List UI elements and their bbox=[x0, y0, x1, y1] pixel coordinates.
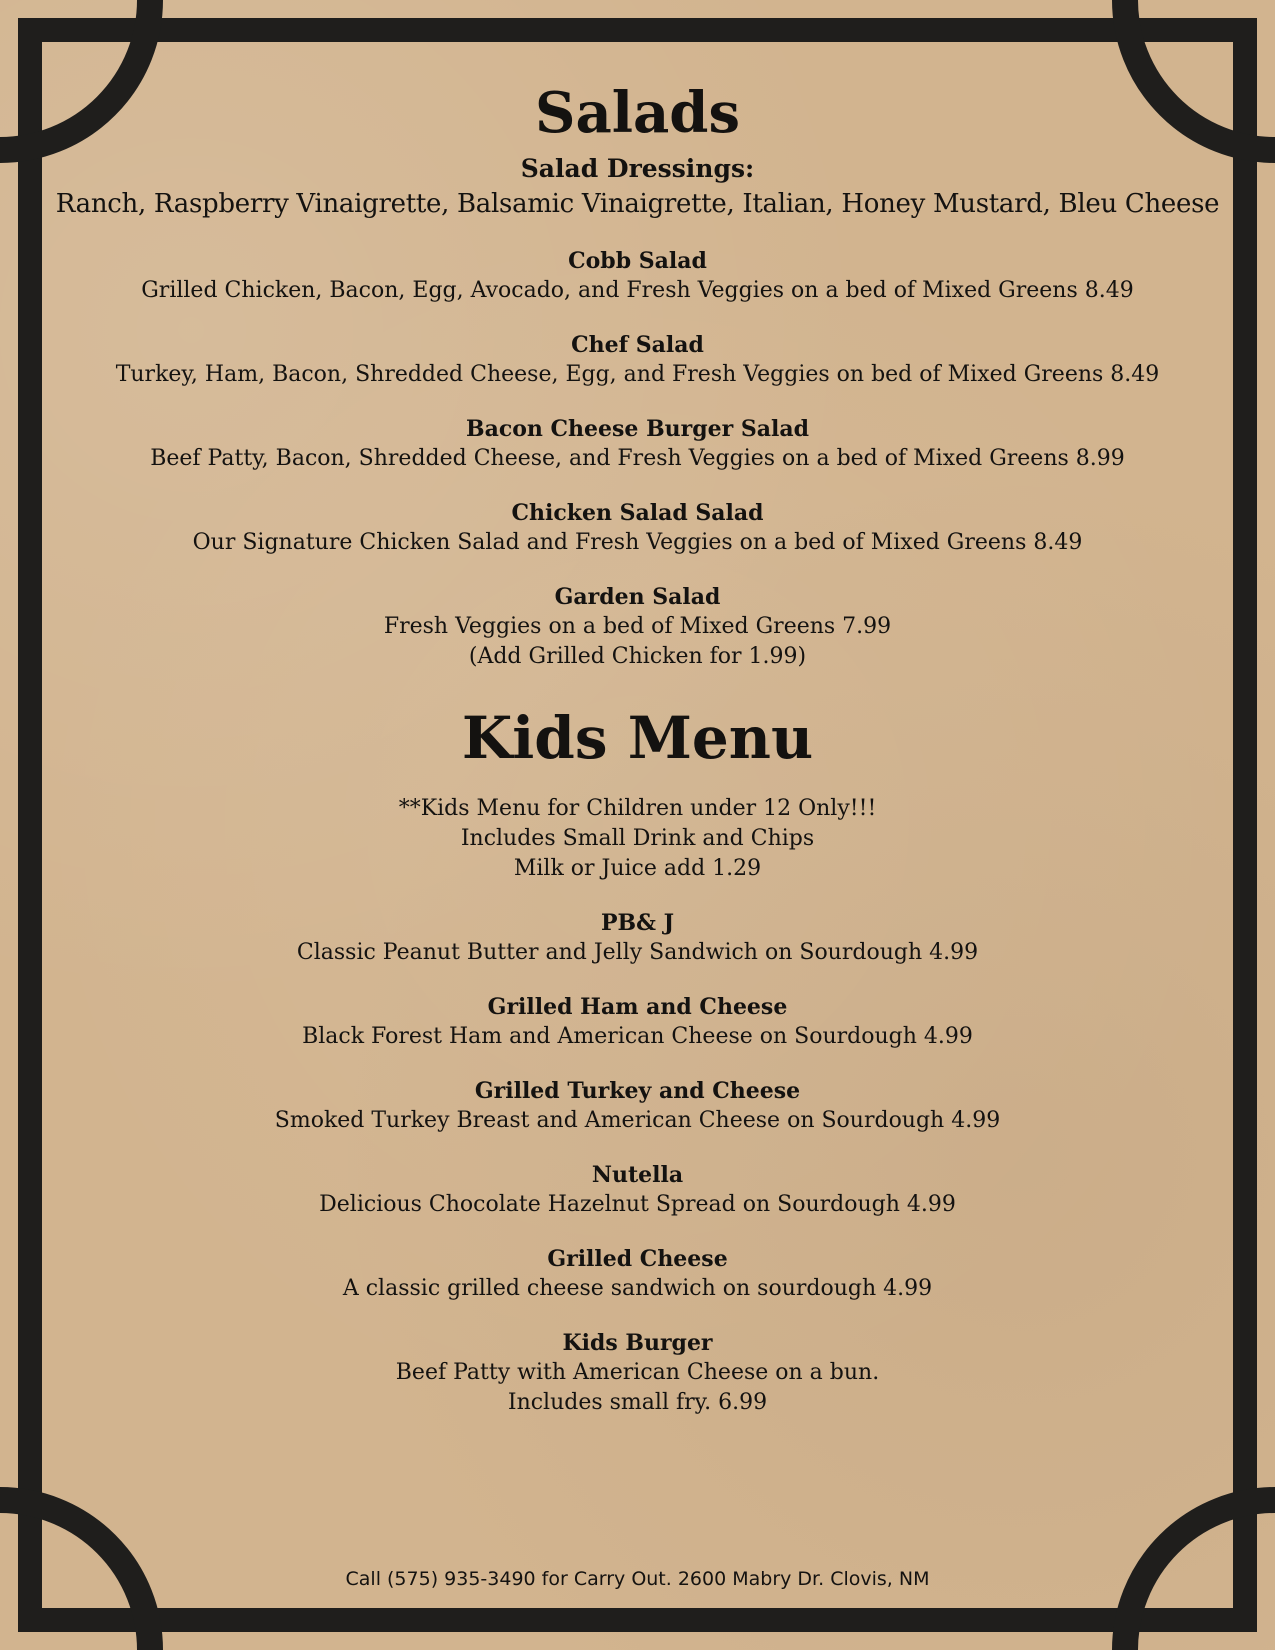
menu-item-name: Bacon Cheese Burger Salad bbox=[465, 416, 810, 442]
menu-item bbox=[40, 414, 1235, 474]
menu-item-description: Fresh Veggies on a bed of Mixed Greens 7.99 bbox=[383, 614, 892, 639]
kids-menu-heading: Kids Menu bbox=[461, 704, 814, 772]
kids-note-line: Milk or Juice add 1.29 bbox=[513, 856, 762, 881]
menu-item-name: Chicken Salad Salad bbox=[511, 500, 764, 526]
menu-item bbox=[40, 1244, 1235, 1304]
menu-item-description: Beef Patty with American Cheese on a bun. bbox=[395, 1360, 880, 1385]
menu-item-description: Grilled Chicken, Bacon, Egg, Avocado, and Fresh Veggies on a bed of Mixed Greens 8.49 bbox=[141, 278, 1134, 303]
salads-heading: Salads bbox=[535, 80, 740, 146]
menu-item bbox=[40, 246, 1235, 306]
menu-item-name: Garden Salad bbox=[554, 584, 721, 610]
menu-item-name: Grilled Cheese bbox=[547, 1246, 728, 1272]
menu-item-description: Includes small fry. 6.99 bbox=[507, 1390, 768, 1415]
menu-item bbox=[40, 498, 1235, 558]
menu-item bbox=[40, 992, 1235, 1052]
menu-item-description: Smoked Turkey Breast and American Cheese on Sourdough 4.99 bbox=[274, 1108, 1001, 1133]
kids-note-line: Includes Small Drink and Chips bbox=[460, 826, 815, 851]
menu-item-name: Cobb Salad bbox=[568, 248, 707, 274]
menu-item-description: Turkey, Ham, Bacon, Shredded Cheese, Egg, and Fresh Veggies on bed of Mixed Greens 8.49 bbox=[115, 362, 1160, 387]
menu-item-name: Grilled Ham and Cheese bbox=[487, 994, 788, 1020]
kids-note-line: **Kids Menu for Children under 12 Only!!! bbox=[398, 796, 877, 821]
menu-item-description: Classic Peanut Butter and Jelly Sandwich on Sourdough 4.99 bbox=[296, 940, 979, 965]
menu-item bbox=[40, 1076, 1235, 1136]
menu-item bbox=[40, 330, 1235, 390]
menu-item-description: A classic grilled cheese sandwich on sourdough 4.99 bbox=[342, 1276, 933, 1301]
menu-item-name: Nutella bbox=[591, 1162, 684, 1188]
salad-items-list bbox=[40, 246, 1235, 672]
menu-item-name: Chef Salad bbox=[571, 332, 704, 358]
salad-dressings-heading: Salad Dressings: bbox=[520, 154, 755, 183]
kids-menu-notes bbox=[40, 794, 1235, 884]
menu-item-name: Kids Burger bbox=[562, 1330, 713, 1356]
menu-item-description: Our Signature Chicken Salad and Fresh Veggies on a bed of Mixed Greens 8.49 bbox=[192, 530, 1083, 555]
menu-item bbox=[40, 908, 1235, 968]
menu-item-description: (Add Grilled Chicken for 1.99) bbox=[468, 644, 807, 669]
menu-item-description: Beef Patty, Bacon, Shredded Cheese, and Fresh Veggies on a bed of Mixed Greens 8.99 bbox=[150, 446, 1125, 471]
menu-content bbox=[40, 80, 1235, 1418]
kids-items-list bbox=[40, 908, 1235, 1418]
menu-item-name: Grilled Turkey and Cheese bbox=[474, 1078, 801, 1104]
menu-item-description: Delicious Chocolate Hazelnut Spread on Sourdough 4.99 bbox=[319, 1192, 956, 1217]
salad-dressings-list: Ranch, Raspberry Vinaigrette, Balsamic Vinaigrette, Italian, Honey Mustard, Bleu Cheese bbox=[55, 189, 1220, 219]
menu-item bbox=[40, 1160, 1235, 1220]
menu-item-description: Black Forest Ham and American Cheese on Sourdough 4.99 bbox=[302, 1024, 973, 1049]
menu-item bbox=[40, 1328, 1235, 1418]
menu-item bbox=[40, 582, 1235, 672]
menu-item-name: PB& J bbox=[600, 910, 675, 936]
footer-contact: Call (575) 935-3490 for Carry Out. 2600 Mabry Dr. Clovis, NM bbox=[345, 1568, 930, 1590]
